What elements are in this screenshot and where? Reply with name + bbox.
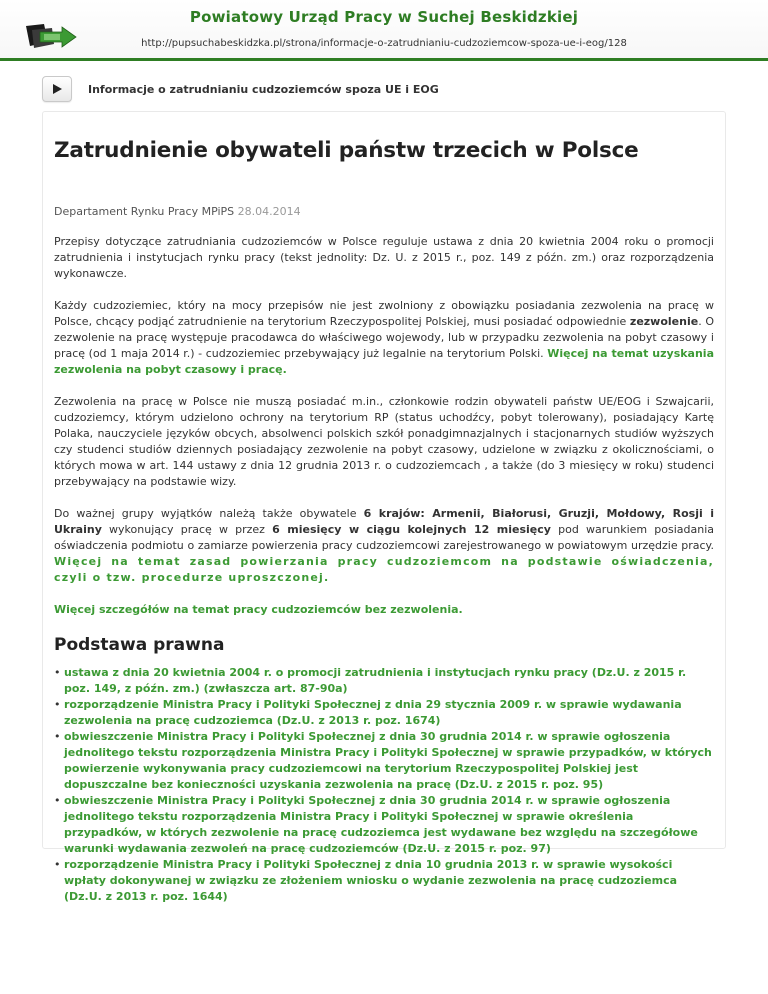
six-countries-bold: 6 krajów: Armenii, Białorusi, Gruzji, Mołdowy, Rosji i Ukrainy [54,507,714,536]
breadcrumb-button[interactable] [42,76,72,102]
play-arrow-icon [51,83,63,95]
breadcrumb [42,76,439,102]
article-date: 28.04.2014 [237,205,301,218]
article-container [42,111,726,903]
legal-basis-item[interactable]: • ustawa z dnia 20 kwietnia 2004 r. o promocji zatrudnienia i instytucjach rynku pracy (Dz.U. z 2015 r. poz. 149, z późn. zm.) (zwłaszcza art. 87-90a) [54,665,714,697]
no-permit-details-link[interactable]: Więcej szczegółów na temat pracy cudzoziemców bez zezwolenia. [54,603,463,616]
legal-basis-item[interactable]: • rozporządzenie Ministra Pracy i Polityki Społecznej z dnia 10 grudnia 2013 r. w sprawie wysokości wpłaty dokonywanej w związku ze złożeniem wniosku o wydanie zezwolenia na pracę cudzoziemca (Dz.U. z 2013 r. poz. 1644) [54,857,714,905]
site-header [0,0,768,58]
paragraph-exemptions: Zezwolenia na pracę w Polsce nie muszą posiadać m.in., członkowie rodzin obywateli państw UE/EOG i Szwajcarii, cudzoziemcy, którym udzielono ochrony na terytorium RP (status uchodźcy, pobyt tolerowany), posiadający Kartę Polaka, nauczyciele języków obcych, absolwenci polskich szkół ponadgimnazjalnych i stacjonarnych studiów wyższych czy studenci studiów dziennych posiadający zezwolenie na pobyt czasowy, udzielone w związku z okolicznościami, o których mowa w art. 144 ustawy z dnia 12 grudnia 2013 r. o cudzoziemcach , a także (do 3 miesięcy w roku) studenci przebywający na podstawie wizy. [54,395,714,488]
breadcrumb-label[interactable]: Informacje o zatrudnianiu cudzoziemców spoza UE i EOG [88,82,439,96]
legal-basis-item[interactable]: • obwieszczenie Ministra Pracy i Polityki Społecznej z dnia 30 grudnia 2014 r. w sprawie ogłoszenia jednolitego tekstu rozporządzenia Ministra Pracy i Polityki Społecznej w sprawie przypadków, w których powierzenie wykonywania pracy cudzoziemcowi na terytorium Rzeczypospolitej Polskiej jest dopuszczalne bez konieczności uzyskania zezwolenia na pracę (Dz.U. z 2015 r. poz. 95) [54,729,714,793]
legal-basis-list [54,665,714,905]
page-url: http://pupsuchabeskidzka.pl/strona/informacje-o-zatrudnianiu-cudzoziemcow-spoza-ue-i-eog/128 [141,38,627,49]
article-meta [54,205,714,218]
header-divider [0,58,768,61]
article-author: Departament Rynku Pracy MPiPS [54,205,235,218]
paragraph-permit-text-2: . O zezwolenie na pracę występuje pracodawca do właściwego wojewody, lub w przypadku zezwolenia na pobyt czasowy i pracę (od 1 maja 2014 r.) - cudzoziemiec przebywający już legalnie na terytorium Polski. [54,315,714,360]
legal-basis-item[interactable]: • rozporządzenie Ministra Pracy i Polityki Społecznej z dnia 29 stycznia 2009 r. w sprawie wydawania zezwolenia na pracę cudzoziemca (Dz.U. z 2013 r. poz. 1674) [54,697,714,729]
legal-basis-item[interactable]: • obwieszczenie Ministra Pracy i Polityki Społecznej z dnia 30 grudnia 2014 r. w sprawie ogłoszenia jednolitego tekstu rozporządzenia Ministra Pracy i Polityki Społecznej w sprawie określenia przypadków, w których zezwolenie na pracę cudzoziemca jest wydawane bez względu na szczegółowe warunki wydawania zezwoleń na pracę cudzoziemców (Dz.U. z 2015 r. poz. 97) [54,793,714,857]
six-countries-text-2: wykonujący pracę w przez [101,523,273,536]
six-countries-text-3: pod warunkiem posiadania oświadczenia podmiotu o zamiarze powierzenia pracy cudzoziemcowi zarejestrowanego w powiatowym urzędzie pracy. [54,523,715,552]
declaration-procedure-link[interactable]: Więcej na temat zasad powierzania pracy cudzoziemcom na podstawie oświadczenia, czyli o tzw. procedurze uproszczonej. [54,555,714,584]
permit-bold: zezwolenie [629,315,699,328]
paragraph-intro: Przepisy dotyczące zatrudniania cudzoziemców w Polsce reguluje ustawa z dnia 20 kwietnia 2004 roku o promocji zatrudnienia i instytucjach rynku pracy (tekst jednolity: Dz. U. z 2015 r., poz. 149 z późn. zm.) oraz rozporządzenia wykonawcze. [54,235,714,280]
six-countries-text: Do ważnej grupy wyjątków należą także obywatele [54,507,364,520]
permit-more-link[interactable]: Więcej na temat uzyskania zezwolenia na pobyt czasowy i pracę. [54,347,714,376]
paragraph-more [54,602,714,618]
section-title-legal-basis: Podstawa prawna [54,635,225,655]
site-title[interactable]: Powiatowy Urząd Pracy w Suchej Beskidzkiej [189,8,579,26]
paragraph-permit [54,298,714,378]
page-title: Zatrudnienie obywateli państw trzecich w Polsce [54,138,639,163]
paragraph-permit-text: Każdy cudzoziemiec, który na mocy przepisów nie jest zwolniony z obowiązku posiadania zezwolenia na pracę w Polsce, chcący podjąć zatrudnienie na terytorium Rzeczypospolitej Polskiej, musi posiadać odpowiednie [54,299,714,328]
paragraph-six-countries [54,506,714,586]
six-months-bold: 6 miesięcy w ciągu kolejnych 12 miesięcy [272,523,551,536]
